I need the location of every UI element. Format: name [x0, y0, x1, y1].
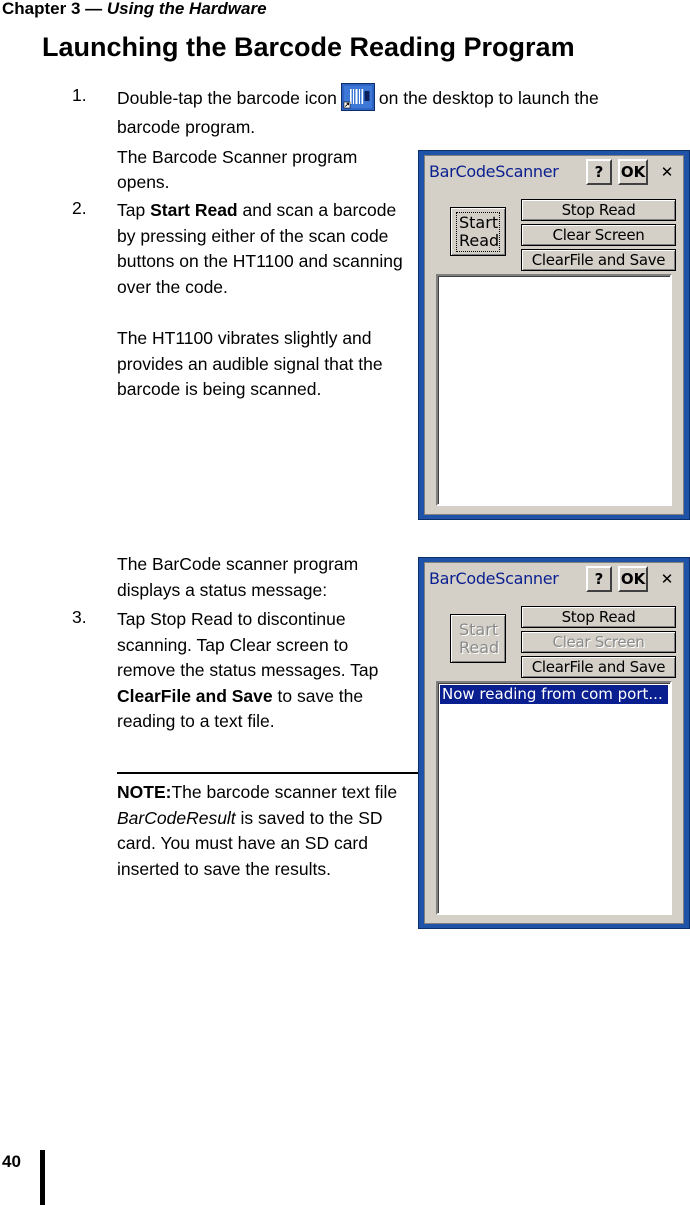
- start-read-button[interactable]: [450, 207, 506, 256]
- step-2-text-bold: Start Read: [150, 200, 238, 220]
- clearfile-and-save-button[interactable]: ClearFile and Save: [521, 656, 676, 678]
- step-2-number: 2.: [72, 198, 87, 218]
- step-2-result: The HT1100 vibrates slightly and provides an audible signal that the barcode is being scanned.: [117, 328, 383, 399]
- status-message[interactable]: Now reading from com port...: [440, 685, 668, 704]
- step-3-number: 3.: [72, 607, 87, 627]
- step-3-text-bold: ClearFile and Save: [117, 685, 273, 706]
- note-text-suffix: is saved to the SD card. You must have an SD card inserted to save the results.: [117, 807, 383, 879]
- chapter-subtitle: Using the Hardware: [106, 0, 267, 18]
- close-icon[interactable]: ✕: [654, 566, 680, 592]
- dialog-2-title: BarCodeScanner: [429, 569, 559, 588]
- step-3-text: [117, 607, 407, 735]
- note-label: NOTE:: [117, 782, 172, 802]
- help-button[interactable]: ?: [586, 566, 612, 592]
- chapter-header: [2, 0, 267, 19]
- note-text-italic: BarCodeResult: [117, 807, 236, 828]
- clear-screen-button-disabled[interactable]: Clear Screen: [521, 631, 676, 653]
- step-2-text-suffix: and scan a barcode by pressing either of the scan code buttons on the HT1100 and scanning over the code.: [117, 200, 403, 297]
- step-3-intro: The BarCode scanner program displays a status message:: [117, 554, 359, 600]
- clearfile-and-save-button[interactable]: ClearFile and Save: [521, 249, 676, 271]
- step-1-text-b: on the desktop to launch the: [378, 88, 599, 108]
- dialog-2-titlebar: [425, 563, 683, 597]
- start-read-button-disabled[interactable]: [450, 614, 506, 663]
- dialog-2-body: [424, 562, 684, 924]
- barcode-program-icon: [341, 83, 375, 111]
- barcode-scanner-dialog-1: [418, 150, 690, 520]
- dialog-1-body: [424, 155, 684, 515]
- page-margin-bar: [40, 1150, 45, 1205]
- ok-button[interactable]: OK: [618, 566, 648, 592]
- dialog-1-titlebar: [425, 156, 683, 190]
- step-2-text-prefix: Tap: [117, 200, 146, 220]
- stop-read-button[interactable]: Stop Read: [521, 199, 676, 221]
- step-1-result: The Barcode Scanner program opens.: [117, 147, 358, 192]
- step-3-text-prefix: Tap Stop Read to discontinue scanning. Tap Clear screen to remove the status messages. Tap: [117, 609, 379, 680]
- status-listbox[interactable]: [436, 274, 672, 506]
- help-button[interactable]: ?: [586, 159, 612, 185]
- clear-screen-button[interactable]: Clear Screen: [521, 224, 676, 246]
- step-2-text: [117, 198, 407, 300]
- stop-read-button[interactable]: Stop Read: [521, 606, 676, 628]
- step-1-text: [117, 85, 690, 113]
- note: [117, 780, 407, 882]
- dialog-1-title: BarCodeScanner: [429, 162, 559, 181]
- start-read-label: Start Read: [456, 212, 500, 252]
- page-number: 40: [2, 1152, 21, 1171]
- start-read-label: Start Read: [459, 619, 500, 657]
- ok-button[interactable]: OK: [618, 159, 648, 185]
- close-icon[interactable]: ✕: [654, 159, 680, 185]
- note-text-prefix: The barcode scanner text file: [171, 782, 398, 802]
- page-title: Launching the Barcode Reading Program: [42, 32, 575, 62]
- status-listbox[interactable]: [436, 681, 672, 915]
- step-3-text-suffix: to save the reading to a text file.: [117, 685, 364, 731]
- chapter-label: Chapter 3 —: [2, 0, 103, 18]
- step-1-text-a: Double-tap the barcode icon: [117, 88, 337, 108]
- barcode-scanner-dialog-2: [418, 557, 690, 929]
- step-1-number: 1.: [72, 85, 87, 105]
- step-1-text-line2: barcode program.: [117, 117, 256, 137]
